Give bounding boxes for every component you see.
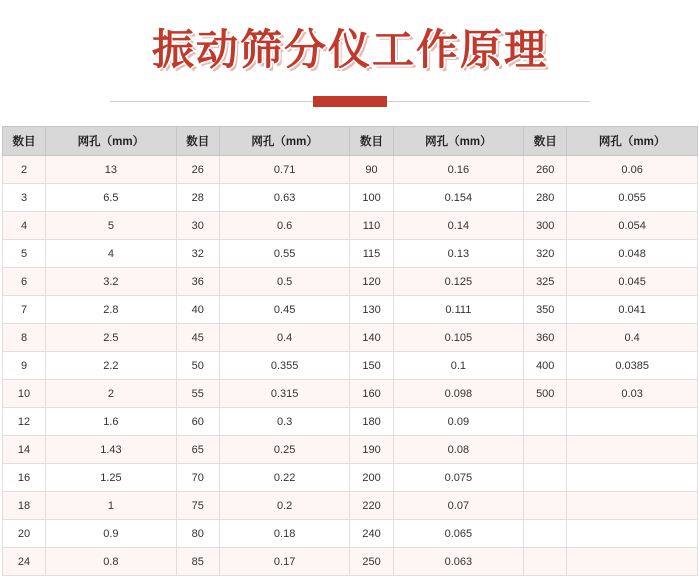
cell: 5 bbox=[3, 240, 46, 268]
cell: 300 bbox=[524, 212, 567, 240]
cell: 120 bbox=[350, 268, 393, 296]
cell: 0.098 bbox=[393, 380, 524, 408]
cell: 16 bbox=[3, 464, 46, 492]
cell: 5 bbox=[46, 212, 177, 240]
cell: 14 bbox=[3, 436, 46, 464]
cell bbox=[524, 492, 567, 520]
cell bbox=[524, 408, 567, 436]
cell: 9 bbox=[3, 352, 46, 380]
cell: 0.111 bbox=[393, 296, 524, 324]
cell bbox=[567, 408, 698, 436]
cell: 0.06 bbox=[567, 156, 698, 184]
table-row bbox=[3, 436, 698, 464]
cell: 0.054 bbox=[567, 212, 698, 240]
cell: 0.22 bbox=[219, 464, 350, 492]
cell: 80 bbox=[176, 520, 219, 548]
cell: 280 bbox=[524, 184, 567, 212]
cell: 24 bbox=[3, 548, 46, 576]
cell: 0.075 bbox=[393, 464, 524, 492]
table-row bbox=[3, 492, 698, 520]
cell: 0.048 bbox=[567, 240, 698, 268]
cell: 0.9 bbox=[46, 520, 177, 548]
table-row bbox=[3, 296, 698, 324]
cell: 0.63 bbox=[219, 184, 350, 212]
table-row bbox=[3, 464, 698, 492]
cell: 0.055 bbox=[567, 184, 698, 212]
cell: 130 bbox=[350, 296, 393, 324]
cell: 0.71 bbox=[219, 156, 350, 184]
cell: 160 bbox=[350, 380, 393, 408]
cell: 400 bbox=[524, 352, 567, 380]
cell: 85 bbox=[176, 548, 219, 576]
cell: 0.09 bbox=[393, 408, 524, 436]
cell: 90 bbox=[350, 156, 393, 184]
cell: 0.08 bbox=[393, 436, 524, 464]
cell: 0.55 bbox=[219, 240, 350, 268]
mesh-size-table bbox=[2, 126, 698, 576]
cell: 20 bbox=[3, 520, 46, 548]
cell: 0.5 bbox=[219, 268, 350, 296]
cell: 325 bbox=[524, 268, 567, 296]
cell bbox=[567, 464, 698, 492]
cell bbox=[567, 520, 698, 548]
cell: 7 bbox=[3, 296, 46, 324]
cell: 0.45 bbox=[219, 296, 350, 324]
cell: 0.4 bbox=[567, 324, 698, 352]
cell: 200 bbox=[350, 464, 393, 492]
column-header-mesh-count-1: 数目 bbox=[3, 127, 46, 156]
table-header bbox=[3, 127, 698, 156]
cell: 0.4 bbox=[219, 324, 350, 352]
table-row bbox=[3, 324, 698, 352]
cell: 30 bbox=[176, 212, 219, 240]
cell: 75 bbox=[176, 492, 219, 520]
cell bbox=[567, 492, 698, 520]
cell: 70 bbox=[176, 464, 219, 492]
title-block bbox=[0, 0, 700, 74]
column-header-aperture-3: 网孔（mm） bbox=[393, 127, 524, 156]
cell: 180 bbox=[350, 408, 393, 436]
cell: 350 bbox=[524, 296, 567, 324]
cell: 0.041 bbox=[567, 296, 698, 324]
cell: 0.6 bbox=[219, 212, 350, 240]
cell: 45 bbox=[176, 324, 219, 352]
cell: 55 bbox=[176, 380, 219, 408]
cell: 0.1 bbox=[393, 352, 524, 380]
cell: 115 bbox=[350, 240, 393, 268]
cell: 2.2 bbox=[46, 352, 177, 380]
cell: 12 bbox=[3, 408, 46, 436]
table-row bbox=[3, 408, 698, 436]
cell: 0.355 bbox=[219, 352, 350, 380]
table-header-row bbox=[3, 127, 698, 156]
table-row bbox=[3, 520, 698, 548]
cell: 4 bbox=[46, 240, 177, 268]
column-header-mesh-count-2: 数目 bbox=[176, 127, 219, 156]
divider-accent-bar bbox=[313, 96, 387, 107]
cell: 0.03 bbox=[567, 380, 698, 408]
cell: 2 bbox=[46, 380, 177, 408]
cell: 2.8 bbox=[46, 296, 177, 324]
cell: 1.25 bbox=[46, 464, 177, 492]
cell: 50 bbox=[176, 352, 219, 380]
column-header-mesh-count-4: 数目 bbox=[524, 127, 567, 156]
cell: 150 bbox=[350, 352, 393, 380]
cell: 0.315 bbox=[219, 380, 350, 408]
cell: 500 bbox=[524, 380, 567, 408]
cell: 0.2 bbox=[219, 492, 350, 520]
cell: 26 bbox=[176, 156, 219, 184]
cell: 3.2 bbox=[46, 268, 177, 296]
cell: 6.5 bbox=[46, 184, 177, 212]
cell bbox=[524, 520, 567, 548]
cell: 110 bbox=[350, 212, 393, 240]
cell: 0.25 bbox=[219, 436, 350, 464]
cell: 0.13 bbox=[393, 240, 524, 268]
cell bbox=[524, 464, 567, 492]
column-header-aperture-4: 网孔（mm） bbox=[567, 127, 698, 156]
cell bbox=[524, 436, 567, 464]
cell: 1 bbox=[46, 492, 177, 520]
cell: 65 bbox=[176, 436, 219, 464]
cell bbox=[567, 436, 698, 464]
cell: 36 bbox=[176, 268, 219, 296]
cell: 0.16 bbox=[393, 156, 524, 184]
page-title: 振动筛分仪工作原理 bbox=[151, 25, 548, 74]
cell: 2.5 bbox=[46, 324, 177, 352]
cell: 140 bbox=[350, 324, 393, 352]
cell: 0.18 bbox=[219, 520, 350, 548]
table-row bbox=[3, 352, 698, 380]
cell: 0.0385 bbox=[567, 352, 698, 380]
cell: 0.125 bbox=[393, 268, 524, 296]
cell: 250 bbox=[350, 548, 393, 576]
column-header-aperture-2: 网孔（mm） bbox=[219, 127, 350, 156]
cell: 60 bbox=[176, 408, 219, 436]
column-header-aperture-1: 网孔（mm） bbox=[46, 127, 177, 156]
table-row bbox=[3, 240, 698, 268]
cell: 0.065 bbox=[393, 520, 524, 548]
cell: 260 bbox=[524, 156, 567, 184]
cell: 0.14 bbox=[393, 212, 524, 240]
table-row bbox=[3, 184, 698, 212]
cell: 0.3 bbox=[219, 408, 350, 436]
cell: 13 bbox=[46, 156, 177, 184]
table-row bbox=[3, 212, 698, 240]
cell: 10 bbox=[3, 380, 46, 408]
cell: 190 bbox=[350, 436, 393, 464]
cell bbox=[567, 548, 698, 576]
cell: 1.6 bbox=[46, 408, 177, 436]
cell bbox=[524, 548, 567, 576]
cell: 320 bbox=[524, 240, 567, 268]
cell: 8 bbox=[3, 324, 46, 352]
table-row bbox=[3, 156, 698, 184]
cell: 0.07 bbox=[393, 492, 524, 520]
cell: 32 bbox=[176, 240, 219, 268]
cell: 0.045 bbox=[567, 268, 698, 296]
mesh-table-container bbox=[0, 126, 700, 576]
cell: 240 bbox=[350, 520, 393, 548]
cell: 3 bbox=[3, 184, 46, 212]
cell: 6 bbox=[3, 268, 46, 296]
cell: 40 bbox=[176, 296, 219, 324]
column-header-mesh-count-3: 数目 bbox=[350, 127, 393, 156]
table-row bbox=[3, 548, 698, 576]
cell: 0.105 bbox=[393, 324, 524, 352]
cell: 1.43 bbox=[46, 436, 177, 464]
cell: 100 bbox=[350, 184, 393, 212]
cell: 28 bbox=[176, 184, 219, 212]
cell: 4 bbox=[3, 212, 46, 240]
cell: 2 bbox=[3, 156, 46, 184]
cell: 360 bbox=[524, 324, 567, 352]
table-body bbox=[3, 156, 698, 576]
cell: 18 bbox=[3, 492, 46, 520]
table-row bbox=[3, 380, 698, 408]
cell: 0.063 bbox=[393, 548, 524, 576]
cell: 0.17 bbox=[219, 548, 350, 576]
title-divider bbox=[110, 96, 590, 108]
cell: 0.8 bbox=[46, 548, 177, 576]
table-row bbox=[3, 268, 698, 296]
cell: 220 bbox=[350, 492, 393, 520]
cell: 0.154 bbox=[393, 184, 524, 212]
